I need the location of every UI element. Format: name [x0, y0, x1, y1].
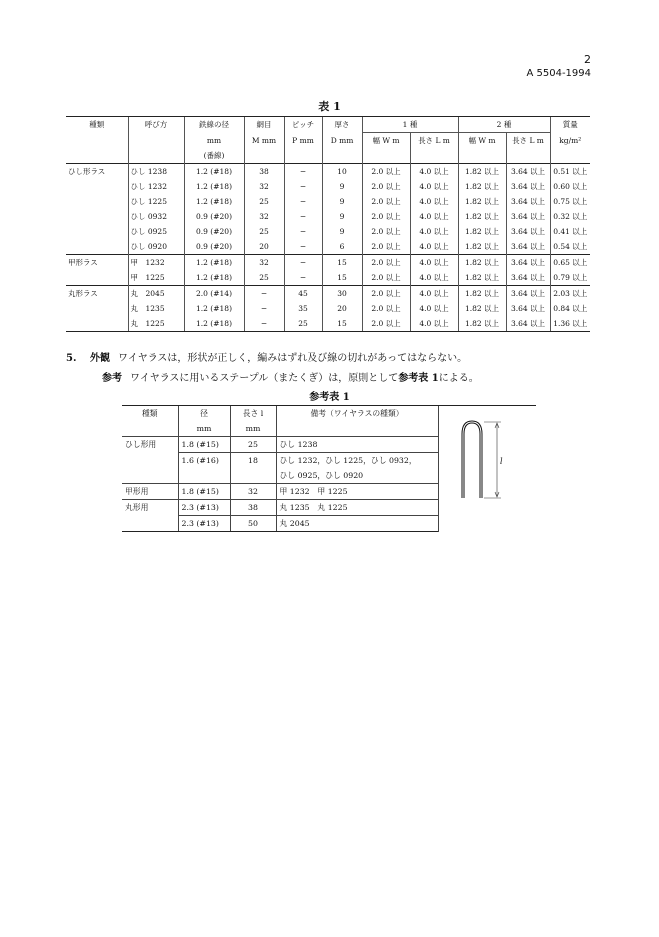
- cell-mesh: 32: [244, 179, 284, 194]
- cell-thickness: 20: [322, 301, 362, 316]
- cell-width2: 1.82 以上: [458, 239, 506, 255]
- cell-pitch: −: [284, 239, 322, 255]
- cell-name: ひし 1238: [128, 164, 184, 180]
- cell-width1: 2.0 以上: [362, 209, 410, 224]
- cell-thickness: 9: [322, 224, 362, 239]
- cell-length2: 3.64 以上: [506, 286, 550, 302]
- rt-dia-1: 1.6 (#16): [178, 453, 230, 469]
- cell-thickness: 9: [322, 194, 362, 209]
- th-roll2: 2 種: [458, 117, 550, 133]
- staple-figure: [457, 420, 517, 502]
- cell-wire-dia: 0.9 (#20): [184, 224, 244, 239]
- cell-name: ひし 0932: [128, 209, 184, 224]
- th-mass-2: kg/m²: [550, 133, 590, 149]
- reference-label: 参考: [102, 373, 122, 384]
- cell-thickness: 9: [322, 209, 362, 224]
- cell-name: ひし 0925: [128, 224, 184, 239]
- reference-table-ref: 参考表 1: [398, 373, 439, 384]
- rt-len-2: 32: [230, 484, 276, 500]
- cell-length1: 4.0 以上: [410, 316, 458, 332]
- staple-length-label: l: [499, 457, 503, 466]
- table-row: [66, 301, 590, 316]
- table-row: [66, 316, 590, 332]
- rt-th-kind: 種類: [122, 406, 178, 422]
- rt-th-length-unit: mm: [230, 421, 276, 437]
- reference-text-before: ワイヤラスに用いるステープル（またくぎ）は，原則として: [130, 373, 399, 384]
- cell-thickness: 15: [322, 255, 362, 271]
- section-5: [66, 349, 467, 364]
- rt-th-remarks: 備考（ワイヤラスの種類）: [276, 406, 438, 422]
- row-kind: 丸形ラス: [66, 286, 128, 302]
- cell-thickness: 9: [322, 179, 362, 194]
- rt-len-4: 50: [230, 516, 276, 532]
- cell-length2: 3.64 以上: [506, 255, 550, 271]
- table-row: [66, 179, 590, 194]
- rt-remarks-1a: ひし 1232，ひし 1225，ひし 0932，: [276, 453, 438, 469]
- th-pitch-1: ピッチ: [284, 117, 322, 133]
- cell-wire-dia: 1.2 (#18): [184, 270, 244, 286]
- cell-mesh: −: [244, 316, 284, 332]
- rt-remarks-3: 丸 1235 丸 1225: [276, 500, 438, 516]
- cell-thickness: 6: [322, 239, 362, 255]
- cell-mass: 0.51 以上: [550, 164, 590, 180]
- cell-width1: 2.0 以上: [362, 270, 410, 286]
- cell-width2: 1.82 以上: [458, 301, 506, 316]
- cell-mesh: 32: [244, 255, 284, 271]
- th-wire-dia-2: mm: [184, 133, 244, 149]
- cell-wire-dia: 2.0 (#14): [184, 286, 244, 302]
- cell-mesh: 25: [244, 270, 284, 286]
- cell-pitch: 45: [284, 286, 322, 302]
- th-width-2: 幅 W m: [458, 133, 506, 149]
- cell-width1: 2.0 以上: [362, 239, 410, 255]
- rt-th-dia: 径: [178, 406, 230, 422]
- cell-width1: 2.0 以上: [362, 301, 410, 316]
- th-wire-dia-1: 鉄線の径: [184, 117, 244, 133]
- rt-dia-3: 2.3 (#13): [178, 500, 230, 516]
- cell-mass: 0.65 以上: [550, 255, 590, 271]
- cell-length1: 4.0 以上: [410, 164, 458, 180]
- rt-remarks-1b: ひし 0925，ひし 0920: [276, 468, 438, 484]
- cell-name: 甲 1225: [128, 270, 184, 286]
- cell-mesh: −: [244, 286, 284, 302]
- rt-remarks-4: 丸 2045: [276, 516, 438, 532]
- page-number: 2: [584, 53, 591, 66]
- cell-width2: 1.82 以上: [458, 255, 506, 271]
- cell-width1: 2.0 以上: [362, 316, 410, 332]
- th-length-2: 長さ L m: [506, 133, 550, 149]
- cell-pitch: −: [284, 179, 322, 194]
- th-name: 呼び方: [128, 117, 184, 133]
- rt-dia-4: 2.3 (#13): [178, 516, 230, 532]
- cell-length1: 4.0 以上: [410, 286, 458, 302]
- cell-width2: 1.82 以上: [458, 164, 506, 180]
- cell-width1: 2.0 以上: [362, 286, 410, 302]
- section-5-text: ワイヤラスは，形状が正しく，編みはずれ及び線の切れがあってはならない。: [118, 353, 468, 364]
- cell-length2: 3.64 以上: [506, 224, 550, 239]
- th-width-1: 幅 W m: [362, 133, 410, 149]
- cell-mass: 0.41 以上: [550, 224, 590, 239]
- table-row: [66, 194, 590, 209]
- rt-th-dia-unit: mm: [178, 421, 230, 437]
- th-length-1: 長さ L m: [410, 133, 458, 149]
- reftable-caption: 参考表 1: [309, 392, 350, 403]
- cell-mass: 1.36 以上: [550, 316, 590, 332]
- cell-mass: 0.79 以上: [550, 270, 590, 286]
- cell-mass: 0.60 以上: [550, 179, 590, 194]
- cell-length1: 4.0 以上: [410, 301, 458, 316]
- cell-name: ひし 1232: [128, 179, 184, 194]
- rt-kind-hishi: ひし形用: [125, 440, 157, 450]
- cell-width2: 1.82 以上: [458, 286, 506, 302]
- cell-length2: 3.64 以上: [506, 179, 550, 194]
- th-pitch-2: P mm: [284, 133, 322, 149]
- cell-length2: 3.64 以上: [506, 301, 550, 316]
- cell-mass: 2.03 以上: [550, 286, 590, 302]
- cell-width1: 2.0 以上: [362, 255, 410, 271]
- table-row: [66, 164, 590, 180]
- reference-note: [66, 369, 479, 384]
- reference-table-1: [122, 405, 536, 532]
- th-mesh-2: M mm: [244, 133, 284, 149]
- standard-number: A 5504-1994: [526, 68, 591, 79]
- cell-pitch: −: [284, 255, 322, 271]
- table-row: [66, 239, 590, 255]
- cell-pitch: −: [284, 164, 322, 180]
- staple-figure-cell: [438, 406, 536, 532]
- cell-width2: 1.82 以上: [458, 209, 506, 224]
- cell-wire-dia: 1.2 (#18): [184, 316, 244, 332]
- cell-width2: 1.82 以上: [458, 194, 506, 209]
- cell-name: ひし 0920: [128, 239, 184, 255]
- row-kind: 甲形ラス: [66, 255, 128, 271]
- cell-width1: 2.0 以上: [362, 164, 410, 180]
- rt-remarks-0: ひし 1238: [276, 437, 438, 453]
- rt-kind-maru: 丸形用: [122, 500, 178, 516]
- cell-thickness: 15: [322, 270, 362, 286]
- th-kind: 種類: [66, 117, 128, 133]
- cell-thickness: 30: [322, 286, 362, 302]
- th-mass-1: 質量: [550, 117, 590, 133]
- cell-mesh: 20: [244, 239, 284, 255]
- cell-name: ひし 1225: [128, 194, 184, 209]
- rt-len-3: 38: [230, 500, 276, 516]
- cell-length1: 4.0 以上: [410, 179, 458, 194]
- cell-length2: 3.64 以上: [506, 209, 550, 224]
- cell-length1: 4.0 以上: [410, 239, 458, 255]
- cell-mesh: 25: [244, 194, 284, 209]
- cell-length2: 3.64 以上: [506, 316, 550, 332]
- cell-mass: 0.75 以上: [550, 194, 590, 209]
- cell-length2: 3.64 以上: [506, 164, 550, 180]
- table1-caption: 表 1: [318, 100, 341, 113]
- th-mesh-1: 網目: [244, 117, 284, 133]
- cell-wire-dia: 1.2 (#18): [184, 255, 244, 271]
- cell-length1: 4.0 以上: [410, 209, 458, 224]
- section-5-number: 5.: [66, 353, 77, 364]
- cell-wire-dia: 0.9 (#20): [184, 209, 244, 224]
- cell-name: 甲 1232: [128, 255, 184, 271]
- th-thickness-1: 厚さ: [322, 117, 362, 133]
- table-row: [66, 209, 590, 224]
- cell-length2: 3.64 以上: [506, 239, 550, 255]
- row-kind: ひし形ラス: [66, 164, 128, 180]
- cell-wire-dia: 1.2 (#18): [184, 164, 244, 180]
- cell-mesh: 25: [244, 224, 284, 239]
- cell-pitch: −: [284, 209, 322, 224]
- rt-dia-2: 1.8 (#15): [178, 484, 230, 500]
- cell-name: 丸 1225: [128, 316, 184, 332]
- cell-width1: 2.0 以上: [362, 224, 410, 239]
- cell-length1: 4.0 以上: [410, 194, 458, 209]
- table-row: [66, 224, 590, 239]
- section-5-title: 外観: [90, 353, 110, 364]
- table1: [66, 116, 590, 332]
- reference-text-after: による。: [438, 373, 479, 384]
- rt-kind-kou: 甲形用: [122, 484, 178, 500]
- table-row: [66, 286, 590, 302]
- rt-dia-0: 1.8 (#15): [178, 437, 230, 453]
- rt-remarks-2: 甲 1232 甲 1225: [276, 484, 438, 500]
- cell-wire-dia: 1.2 (#18): [184, 179, 244, 194]
- table-row: [66, 255, 590, 271]
- cell-pitch: −: [284, 194, 322, 209]
- cell-mesh: 32: [244, 209, 284, 224]
- rt-len-0: 25: [230, 437, 276, 453]
- cell-pitch: 35: [284, 301, 322, 316]
- cell-width2: 1.82 以上: [458, 270, 506, 286]
- cell-length1: 4.0 以上: [410, 224, 458, 239]
- cell-pitch: 25: [284, 316, 322, 332]
- cell-width1: 2.0 以上: [362, 179, 410, 194]
- cell-mass: 0.54 以上: [550, 239, 590, 255]
- cell-width1: 2.0 以上: [362, 194, 410, 209]
- cell-pitch: −: [284, 224, 322, 239]
- rt-th-length: 長さ l: [230, 406, 276, 422]
- cell-mesh: −: [244, 301, 284, 316]
- cell-length2: 3.64 以上: [506, 194, 550, 209]
- cell-length1: 4.0 以上: [410, 270, 458, 286]
- cell-thickness: 15: [322, 316, 362, 332]
- th-thickness-2: D mm: [322, 133, 362, 149]
- cell-length1: 4.0 以上: [410, 255, 458, 271]
- th-wire-dia-3: (番線): [184, 148, 244, 164]
- th-roll1: 1 種: [362, 117, 458, 133]
- cell-pitch: −: [284, 270, 322, 286]
- cell-wire-dia: 1.2 (#18): [184, 194, 244, 209]
- cell-mass: 0.32 以上: [550, 209, 590, 224]
- table-row: [66, 270, 590, 286]
- cell-width2: 1.82 以上: [458, 316, 506, 332]
- cell-width2: 1.82 以上: [458, 224, 506, 239]
- cell-mesh: 38: [244, 164, 284, 180]
- cell-thickness: 10: [322, 164, 362, 180]
- cell-name: 丸 2045: [128, 286, 184, 302]
- rt-len-1: 18: [230, 453, 276, 469]
- cell-width2: 1.82 以上: [458, 179, 506, 194]
- cell-length2: 3.64 以上: [506, 270, 550, 286]
- cell-wire-dia: 1.2 (#18): [184, 301, 244, 316]
- cell-name: 丸 1235: [128, 301, 184, 316]
- cell-wire-dia: 0.9 (#20): [184, 239, 244, 255]
- cell-mass: 0.84 以上: [550, 301, 590, 316]
